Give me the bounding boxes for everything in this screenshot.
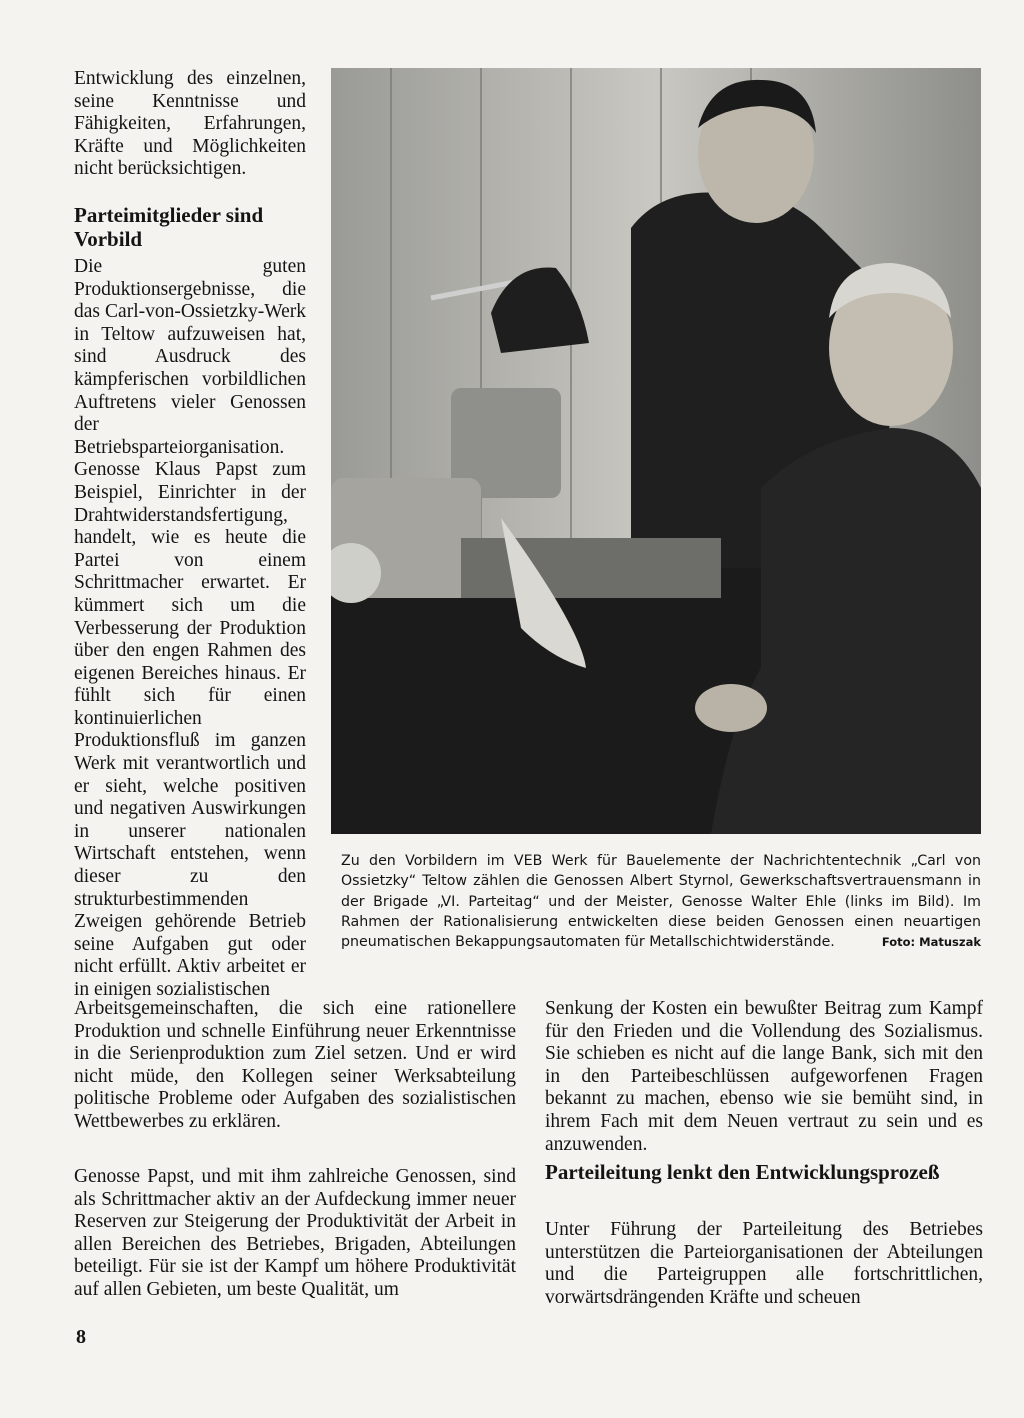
intro-paragraph: Entwicklung des einzelnen, seine Kenntnisse und Fähigkeiten, Erfahrungen, Kräfte und Möglichkeiten nicht berücksichtigen. xyxy=(74,68,306,180)
workshop-photo xyxy=(331,68,981,834)
paragraph-fuehrung: Unter Führung der Parteileitung des Betriebes unterstützen die Parteiorganisationen der Abteilungen und die Parteigruppen alle fortschrittlichen, vorwärtsdrängenden Kräfte und scheuen xyxy=(545,1219,983,1308)
paragraph-produktion: Die guten Produktionsergebnisse, die das Carl-von-Ossietzky-Werk in Teltow aufzuweisen hat, sind Ausdruck des kämpferischen vorbildlichen Auftretens vieler Genossen der Betriebsparteiorganisation. Genosse Klaus Papst zum Beispiel, Einrichter in der Drahtwiderstandsfertigung, handelt, wie es heute die Partei von einem Schrittmacher erwartet. Er kümmert sich um die Verbesserung der Produktion über den engen Rahmen des eigenen Bereiches hinaus. Er fühlt sich für einen kontinuierlichen Produktionsfluß im ganzen Werk mit verantwortlich und er sieht, welche positiven und negativen Auswirkungen in unserer nationalen Wirtschaft entstehen, wenn dieser zu den strukturbestimmenden Zweigen gehörende Betrieb seine Aufgaben gut oder nicht erfüllt. Aktiv arbeitet er in einigen sozialistischen xyxy=(74,256,306,1000)
section-heading-parteileitung: Parteileitung lenkt den Entwicklungsprozeß xyxy=(545,1160,940,1184)
section-heading-vorbild: Parteimitglieder sind Vorbild xyxy=(74,203,264,251)
photo-caption xyxy=(341,851,981,952)
paragraph-schrittmacher: Genosse Papst, und mit ihm zahlreiche Genossen, sind als Schrittmacher aktiv an der Aufdeckung immer neuer Reserven zur Steigerung der Produktivität der Arbeit in allen Bereichen des Betriebes, Brigaden, Abteilungen beteiligt. Für sie ist der Kampf um höhere Produktivität auf allen Gebieten, um beste Qualität, um xyxy=(74,1166,516,1300)
photo-credit: Foto: Matuszak xyxy=(881,935,981,950)
photo-illustration xyxy=(331,68,981,834)
paragraph-arbeitsgemeinschaften: Arbeitsgemeinschaften, die sich eine rationellere Produktion und schnelle Einführung neuer Erkenntnisse in die Serienproduktion zum Ziel setzen. Und er wird nicht müde, den Kollegen seiner Werksabteilung politische Probleme oder Aufgaben des sozialistischen Wettbewerbes zu erklären. xyxy=(74,998,516,1132)
page-number: 8 xyxy=(76,1326,86,1348)
paragraph-kosten: Senkung der Kosten ein bewußter Beitrag zum Kampf für den Frieden und die Vollendung des Sozialismus. Sie schieben es nicht auf die lange Bank, sich mit den in den Parteibeschlüssen aufgeworfenen Fragen bekannt zu machen, ebenso wie sie bemüht sind, in ihrem Fach mit dem Neuen vertraut zu sein und es anzuwenden. xyxy=(545,998,983,1155)
caption-text: Zu den Vorbildern im VEB Werk für Bauelemente der Nachrichtentechnik „Carl von Ossietzky“ Teltow zählen die Genossen Albert Styrnol, Gewerkschaftsvertrauensmann in der Brigade „VI. Parteitag“ und der Meister, Genosse Walter Ehle (links im Bild). Im Rahmen der Rationalisierung entwickelten diese beiden Genossen einen neuartigen pneumatischen Bekappungsautomaten für Metallschichtwiderstände. xyxy=(341,853,981,951)
